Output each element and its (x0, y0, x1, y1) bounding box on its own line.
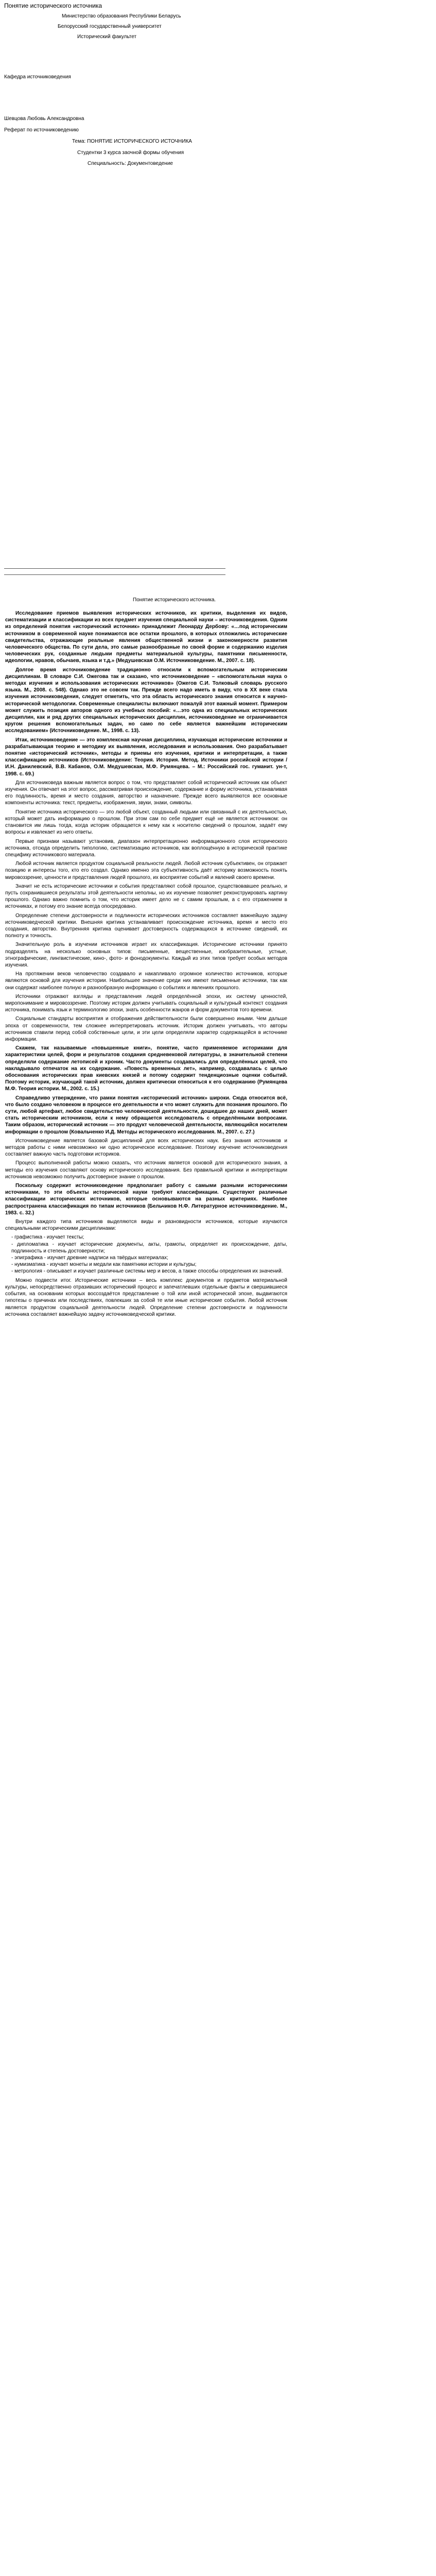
topic-line: Тема: ПОНЯТИЕ ИСТОРИЧЕСКОГО ИСТОЧНИКА (72, 139, 192, 144)
university-line: Белорусский государственный университет (58, 24, 162, 29)
discipline-list (5, 1234, 287, 1275)
paragraph: Значит не есть исторические источники и события представляют собой прошлое, существовавшее реально, и пусть сохранившиеся результаты этой деятельности неполны, но их изучение позволяет реконструировать картину прошлого. Однако важно помнить о том, что историк имеет дело не с самим прошлым, а с его отражением в источниках, и потому его знание всегда опосредовано. (5, 883, 287, 910)
paragraph: Итак, источниковедение — это комплексная научная дисциплина, изучающая исторические источники и разрабатывающая теорию и методику их выявления, исследования и использования. Оно разрабатывает понятие «исторический источник», методы и приемы его изучения, критики и интерпретации, а также классификацию источников (Источниковедение: Теория. История. Метод. Источники российской истории / И.Н. Данилевский, В.В. Кабанов, О.М. Медушевская, М.Ф. Румянцева. – М.: Российский гос. гуманит. ун-т, 1998. с. 69.) (5, 737, 287, 777)
paragraph: Социальные стандарты восприятия и отображения действительности были совершенно иными. Чем дальше эпоха от современности, тем сложнее интерпретировать источник. Историк должен учитывать, что авторы источников ставили перед собой собственные цели, и эти цели определяли характер содержащейся в источнике информации. (5, 1016, 287, 1042)
body-text (5, 610, 287, 1320)
paragraph: Долгое время источниковедение традиционно относили к вспомогательным историческим дисциплинам. В словаре С.И. Ожегова так и сказано, что источниковедение – «вспомогательная наука о методах изучения и использования исторических источников» (Ожегов С.И. Толковый словарь русского языка. М., 2008. с. 548). Однако это не совсем так. Прежде всего надо иметь в виду, что в ХХ веке стала изучения источниковедения, следует отметить, что эта область исторического знания относится к научно-исторической методологии. Современные специалисты включают пожалуй этот важный момент. Примером может служить позиция авторов одного из учебных пособий: «…это одна из специальных исторических дисциплин, как и ряд других специальных исторических дисциплин, источниковедение не ограничивается кругом решения вспомогательных задач, но само по себе является важнейшим историческим исследованием» (Источниковедение. М., 1998. с. 13). (5, 667, 287, 734)
paragraph: Процесс выполненной работы можно сказать, что источник является основой для исторического знания, а методы его изучения составляют основу исторического исследования. Без правильной критики и интерпретации источников невозможно получить достоверное знание о прошлом. (5, 1160, 287, 1180)
document-title: Понятие исторического источника (4, 2, 102, 9)
paragraph: Любой источник является продуктом социальной реальности людей. Любой источник субъективен, он отражает позицию и интересы того, кто его создал. Однако именно эта субъективность даёт историку возможность понять мировоззрение, ценности и представления людей прошлого, их восприятие событий и явлений своего времени. (5, 861, 287, 880)
divider-line (4, 568, 225, 569)
divider-line (4, 574, 225, 575)
list-item: - метрология - описывает и изучает различные системы мер и весов, а также способы определения их значений. (11, 1268, 283, 1275)
paragraph: Источники отражают взгляды и представления людей определённой эпохи, их систему ценностей, миропонимание и мировоззрение. Поэтому историк должен учитывать социальный и культурный контекст создания источника, понимать язык и терминологию эпохи, знать особенности жанров и форм документов того времени. (5, 993, 287, 1013)
paragraph: Скажем, так называемые «повышенные книги», понятие, часто применяемое историками для характеристики целей, форм и результатов создания средневековой литературы, в значительной степени определяли содержание летописей и хроник. Часто документы создавались для определённых целей, что накладывало отпечаток на их содержание. «Повесть временных лет», например, создавалась с целью обоснования исторических прав киевских князей и потому содержит тенденциозные оценки событий. Поэтому историк, изучающий такой источник, должен критически относиться к его содержанию (Румянцева М.Ф. Теория истории. М., 2002. с. 15.) (5, 1045, 287, 1092)
specialty-line: Специальность: Документоведение (88, 161, 173, 166)
author-line: Шевцова Любовь Александровна (4, 116, 84, 122)
work-type-line: Реферат по источниковедению (4, 127, 79, 133)
paragraph: Справедливо утверждение, что рамки понятия «исторический источник» широки. Сюда относится всё, что было создано человеком в процессе его деятельности и что может служить для познания прошлого. По сути, любой артефакт, любое свидетельство человеческой деятельности, дошедшее до наших дней, может стать историческим источником, если к нему обращается исследователь с определёнными вопросами. Таким образом, исторический источник — это продукт человеческой деятельности, являющийся носителем информации о прошлом (Ковальченко И.Д. Методы исторического исследования. М., 2007. с. 27.) (5, 1095, 287, 1135)
ministry-line: Министерство образования Республики Беларусь (62, 13, 181, 19)
list-item: - графистика - изучает тексты; (11, 1234, 84, 1241)
department-line: Кафедра источниковедения (4, 74, 71, 80)
list-item: - нумизматика - изучает монеты и медали как памятники истории и культуры; (11, 1262, 197, 1268)
list-item: - дипломатика - изучает исторические документы, акты, грамоты, определяет их происхождение, даты, подлинность и степень достоверности; (11, 1241, 287, 1254)
student-line: Студентки 3 курса заочной формы обучения (77, 150, 184, 156)
paragraph: Определение степени достоверности и подлинности исторических источников составляет важнейшую задачу источниковедческой критики. Внешняя критика устанавливает происхождение источника, время и место его создания, авторство. Внутренняя критика оценивает достоверность содержащихся в источнике сведений, их полноту и точность. (5, 912, 287, 939)
paragraph: Поскольку содержит источниковедение предполагает работу с самыми разными историческими источниками, то эти объекты исторической науки требуют классификации. Существуют различные классификации исторических источников, которые основываются на разных критериях. Наиболее распространена классификация по типам источников (Бельчиков Н.Ф. Литературное источниковедение. М., 1983. с. 32.) (5, 1183, 287, 1216)
paragraph: Понятие источника исторического — это любой объект, созданный людьми или связанный с их деятельностью, который может дать информацию о прошлом. При этом сам по себе предмет ещё не является источником: он становится им лишь тогда, когда историк обращается к нему как к носителю сведений о прошлом, задаёт ему вопросы и извлекает из него ответы. (5, 809, 287, 836)
list-item: - эпиграфика - изучает древние надписи на твёрдых материалах; (11, 1255, 168, 1261)
paragraph: Значительную роль в изучении источников играет их классификация. Исторические источники принято подразделять на несколько основных типов: письменные, вещественные, изобразительные, устные, этнографические, лингвистические, кино-, фото- и фонодокументы. Каждый из этих типов требует особых методов изучения. (5, 942, 287, 968)
paragraph: Исследование приемов выявления исторических источников, их критики, выделения их видов, систематизации и классификации из всех предмет изучения специальной науки – источниковедения. Одним из определений понятия «исторический источник» принадлежит Леонарду Дербову: «…под историческим источником в современной науке понимаются все остатки прошлого, в которых отложились исторические свидетельства, отражающие реальные явления общественной жизни и закономерности развития человеческого общества. По сути дела, это самые разнообразные по своей форме и содержанию изделия человеческих рук, созданные людьми предметы материальной культуры, памятники письменности, идеологии, нравов, обычаев, языка и т.д.» (Медушевская О.М. Источниковедение. М., 2007. с. 18). (5, 611, 287, 664)
paragraph: Источниковедение является базовой дисциплиной для всех исторических наук. Без знания источников и методов работы с ними невозможно ни одно историческое исследование. Поэтому изучение источниковедения составляет важную часть подготовки историков. (5, 1138, 287, 1158)
paragraph: Внутри каждого типа источников выделяются виды и разновидности источников, которые изучаются специальными историческими дисциплинами: (5, 1219, 287, 1232)
paragraph: Первые признаки называют установив, диапазон интерпретационно информационного слоя исторического источника, отсюда определить типологию, систематизацию источников, как воплощённую в исторической практике специфику источникового материала. (5, 838, 287, 858)
paragraph: Для источниковеда важным является вопрос о том, что представляет собой исторический источник как объект изучения. Он отвечает на этот вопрос, рассматривая происхождение, содержание и форму источника, устанавливая его подлинность, время и место создания, авторство и назначение. Прежде всего выявляются все основные компоненты источника: текст, предметы, изображения, звуки, знаки, символы. (5, 779, 287, 806)
paragraph: На протяжении веков человечество создавало и накапливало огромное количество источников, которые являются основой для изучения истории. Наибольшее значение среди них имеют письменные источники, так как они содержат наиболее полную и разнообразную информацию о событиях и явлениях прошлого. (5, 971, 287, 991)
faculty-line: Исторический факультет (77, 34, 137, 40)
section-subtitle: Понятие исторического источника. (133, 597, 216, 603)
paragraph: Можно подвести итог. Исторические источники – весь комплекс документов и предметов материальной культуры, непосредственно отразивших исторический процесс и запечатлевших отдельные факты и свершившиеся события, на основании которых воссоздаётся представление о той или иной исторической эпохе, выдвигаются гипотезы о причинах или последствиях, повлекших за собой те или иные исторические события. Любой источник является продуктом социальной деятельности людей. Определение степени достоверности и подлинности источника составляет важнейшую задачу источниковедческой критики. (5, 1277, 287, 1317)
